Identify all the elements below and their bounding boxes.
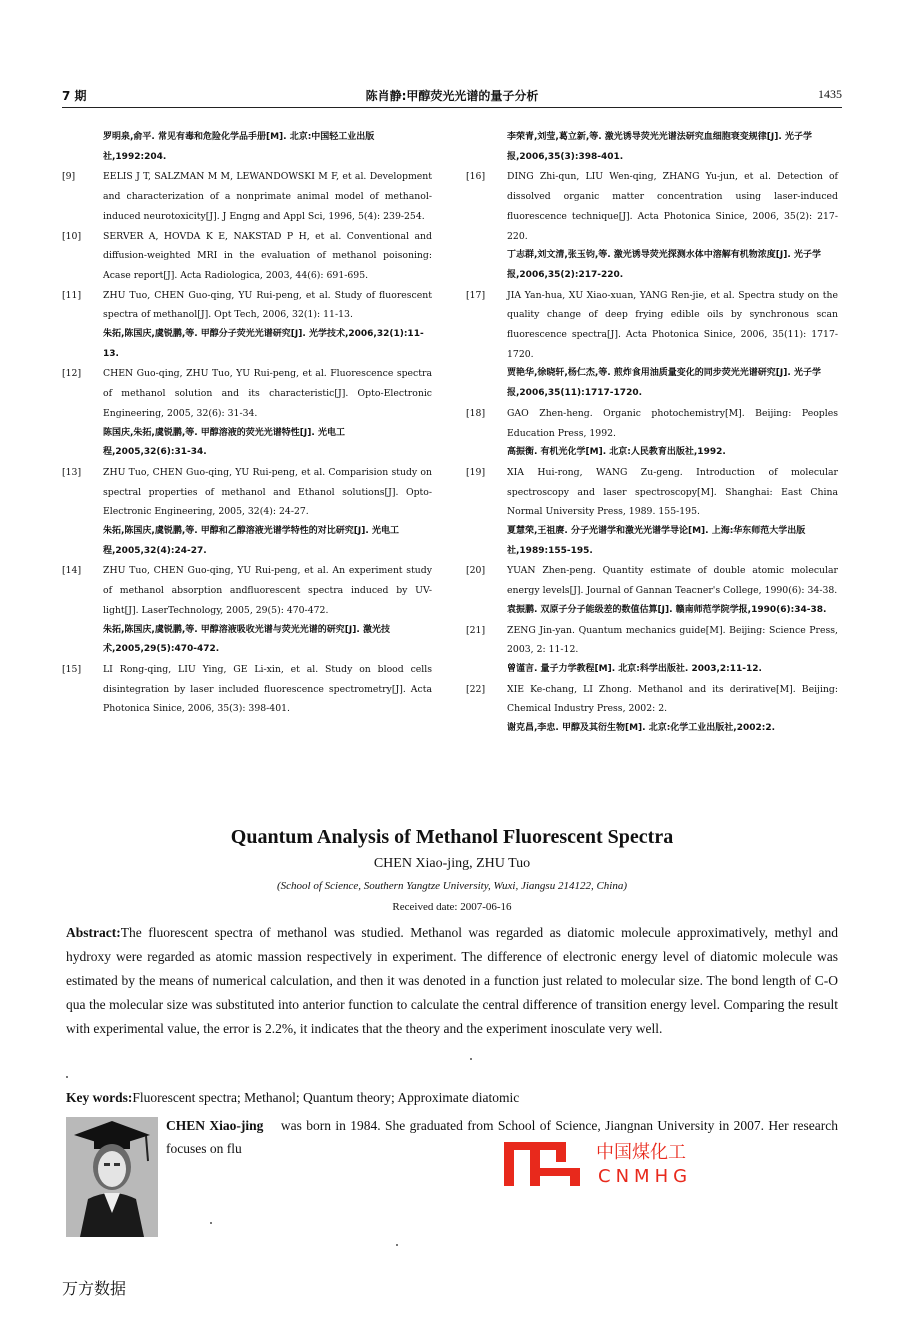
reference-text-english: LI Rong-qing, LIU Ying, GE Li-xin, et al. Study on blood cells disintegration by laser included fluorescence spectrometry[J]. Acta Photonica Sinice, 2006, 35(3): 398-401.: [103, 663, 432, 715]
reference-number: [19]: [466, 466, 486, 478]
reference-item: [62, 463, 432, 562]
reference-text-chinese: 谢克昌,李忠. 甲醇及其衍生物[M]. 北京:化学工业出版社,2002:2.: [507, 723, 776, 734]
logo-chinese-text: 中国煤化工: [596, 1142, 686, 1163]
reference-number: [18]: [466, 407, 486, 419]
reference-item: [466, 286, 838, 404]
reference-number: [13]: [62, 466, 82, 478]
reference-text-english: CHEN Guo-qing, ZHU Tuo, YU Rui-peng, et al. Fluorescence spectra of methanol solution and its characteristic[J]. Opto-Electronic Engineering, 2005, 32(6): 31-34.: [103, 368, 432, 419]
reference-item: [466, 167, 838, 285]
reference-number: [22]: [466, 683, 486, 695]
reference-text-chinese: 贾艳华,徐晓轩,杨仁杰,等. 煎炸食用油质量变化的同步荧光光谱研究[J]. 光子学报,2006,35(11):1717-1720.: [507, 368, 821, 399]
speck: [66, 1076, 68, 1078]
reference-text-english: XIE Ke-chang, LI Zhong. Methanol and its derirative[M]. Beijing: Chemical Industry Press, 2002: 2.: [507, 683, 838, 715]
bio-text: was born in 1984. She graduated from School of Science, Jiangnan University in 2007. Her research focuses on flu: [166, 1118, 838, 1156]
page-number: 1435: [818, 87, 842, 101]
reference-text-chinese: 罗明泉,俞平. 常见有毒和危险化学品手册[M]. 北京:中国轻工业出版社,1992:204.: [103, 132, 375, 162]
keywords-label: Key words:: [66, 1090, 133, 1105]
reference-number: [20]: [466, 565, 486, 577]
running-header: [62, 87, 842, 108]
reference-number: [14]: [62, 565, 82, 577]
reference-number: [9]: [62, 171, 76, 183]
reference-number: [16]: [466, 171, 486, 183]
paper-title: Quantum Analysis of Methanol Fluorescent Spectra: [230, 826, 674, 848]
reference-item: [466, 404, 838, 463]
footer-watermark: 万方数据: [62, 1279, 127, 1298]
reference-text-english: JIA Yan-hua, XU Xiao-xuan, YANG Ren-jie, et al. Spectra study on the quality change of deep frying edible oils by synchronous scan fluorescence spectra[J]. Acta Photonica Sinice, 2006, 35(11): 1717-1720.: [507, 289, 838, 360]
reference-text-english: ZHU Tuo, CHEN Guo-qing, YU Rui-peng, et al. An experiment study of methanol absorption andfluorescent spectra induced by UV-light[J]. LaserTechnology, 2005, 29(5): 470-472.: [103, 565, 432, 616]
reference-item: [466, 621, 838, 680]
reference-text-chinese: 袁振鹏. 双原子分子能级差的数值估算[J]. 赣南师范学院学报,1990(6):34-38.: [507, 604, 827, 615]
reference-number: [10]: [62, 230, 82, 242]
reference-item: [62, 167, 432, 226]
reference-item: [62, 227, 432, 286]
reference-item: [62, 286, 432, 365]
reference-item: [466, 463, 838, 562]
reference-text-english: ZHU Tuo, CHEN Guo-qing, YU Rui-peng, et al. Comparision study on spectral properties of methanol and Ethanol solutions[J]. Opto-Electronic Engineering, 2005, 32(4): 24-27.: [103, 466, 432, 518]
reference-text-chinese: 曾谨言. 量子力学教程[M]. 北京:科学出版社. 2003,2:11-12.: [507, 663, 762, 674]
reference-item: [466, 680, 838, 739]
reference-item: [62, 128, 432, 167]
references-left-column: [62, 128, 432, 719]
abstract-label: Abstract:: [66, 925, 121, 940]
reference-text-english: SERVER A, HOVDA K E, NAKSTAD P H, et al. Conventional and diffusion-weighted MRI in the evaluation of methanol poisoning: Acase report[J]. Acta Radiologica, 2003, 44(6): 691-695.: [103, 230, 432, 281]
reference-text-english: DING Zhi-qun, LIU Wen-qing, ZHANG Yu-jun, et al. Detection of dissolved organic matter concentration using laser-induced fluorescence technique[J]. Acta Photonica Sinice, 2006, 35(2): 217-220.: [507, 171, 838, 242]
reference-item: [62, 660, 432, 719]
abstract: [66, 921, 838, 1041]
paper-affiliation: (School of Science, Southern Yangtze University, Wuxi, Jiangsu 214122, China): [276, 880, 628, 892]
watermark-logo: [500, 1138, 710, 1188]
reference-number: [11]: [62, 289, 82, 301]
reference-text-chinese: 丁志群,刘文清,张玉钧,等. 激光诱导荧光探测水体中溶解有机物浓度[J]. 光子学报,2006,35(2):217-220.: [507, 250, 821, 280]
reference-number: [15]: [62, 663, 82, 675]
reference-text-english: ZENG Jin-yan. Quantum mechanics guide[M]. Beijing: Science Press, 2003, 2: 11-12.: [507, 624, 838, 656]
reference-text-chinese: 高振衡. 有机光化学[M]. 北京:人民教育出版社,1992.: [507, 447, 726, 458]
author-portrait-image: [66, 1117, 158, 1237]
reference-text-chinese: 陈国庆,朱拓,虞锐鹏,等. 甲醇溶液的荧光光谱特性[J]. 光电工程,2005,32(6):31-34.: [103, 427, 345, 458]
speck: [210, 1222, 212, 1224]
abstract-text: The fluorescent spectra of methanol was studied. Methanol was regarded as diatomic molecule approximatively, methyl and hydroxy were regarded as atomic massion respectively in experiment. The difference of electronic energy level of diatomic molecule was estimated by the means of numerical calculation, and then it was denoted in a function just related to molecular size. The bond length of C-O qua the molecular size was substituted into anterior function to calculate the central difference of transition energy level. Comparing the result with experimental value, the error is 2.2%, it indicates that the theory and the experiment inosculate very well.: [66, 925, 838, 1036]
reference-number: [21]: [466, 624, 486, 636]
paper-authors: CHEN Xiao-jing, ZHU Tuo: [373, 856, 531, 871]
references-right-column: [466, 128, 838, 739]
reference-text-chinese: 李荣青,刘莹,葛立新,等. 激光诱导荧光光谱法研究血细胞衰变规律[J]. 光子学报,2006,35(3):398-401.: [507, 132, 812, 162]
received-date: Received date: 2007-06-16: [392, 901, 512, 913]
logo-latin-text: CNMHG: [598, 1166, 693, 1187]
author-photo: [66, 1117, 158, 1237]
running-title: 陈肖静:甲醇荧光光谱的量子分析: [365, 89, 539, 103]
reference-item: [62, 364, 432, 463]
keywords-text: Fluorescent spectra; Methanol; Quantum theory; Approximate diatomic: [132, 1090, 520, 1105]
reference-text-english: XIA Hui-rong, WANG Zu-geng. Introduction of molecular spectroscopy and laser spectroscopy[M]. Shanghai: East China Normal University Press, 1989. 155-195.: [507, 466, 838, 518]
reference-text-chinese: 朱拓,陈国庆,虞锐鹏,等. 甲醇溶液吸收光谱与荧光光谱的研究[J]. 激光技术,2005,29(5):470-472.: [103, 624, 390, 655]
reference-item: [62, 561, 432, 660]
reference-text-english: ZHU Tuo, CHEN Guo-qing, YU Rui-peng, et al. Study of fluorescent spectra of methanol[J]. Opt Tech, 2006, 32(1): 11-13.: [103, 289, 432, 321]
reference-item: [466, 561, 838, 620]
reference-text-chinese: 朱拓,陈国庆,虞锐鹏,等. 甲醇和乙醇溶液光谱学特性的对比研究[J]. 光电工程,2005,32(4):24-27.: [103, 526, 399, 556]
reference-text-chinese: 朱拓,陈国庆,虞锐鹏,等. 甲醇分子荧光光谱研究[J]. 光学技术,2006,32(1):11-13.: [103, 329, 424, 359]
speck: [396, 1244, 398, 1246]
reference-item: [466, 128, 838, 167]
reference-text-english: GAO Zhen-heng. Organic photochemistry[M]. Beijing: Peoples Education Press, 1992.: [507, 407, 838, 439]
speck: [470, 1058, 472, 1060]
bio-name: CHEN Xiao-jing: [166, 1118, 264, 1133]
reference-text-english: YUAN Zhen-peng. Quantity estimate of double atomic molecular energy levels[J]. Journal of Gannan Teacner's College, 1990(6): 34-38.: [507, 565, 838, 597]
reference-number: [12]: [62, 368, 82, 380]
reference-text-chinese: 夏慧荣,王祖赓. 分子光谱学和激光光谱学导论[M]. 上海:华东师范大学出版社,1989:155-195.: [507, 526, 806, 556]
reference-text-english: EELIS J T, SALZMAN M M, LEWANDOWSKI M F, et al. Development and characterization of a nonprimate animal model of methanol-induced neurotoxicity[J]. J Engng and Appl Sci, 1996, 5(4): 239-254.: [103, 171, 432, 222]
keywords: [66, 1090, 838, 1106]
issue-label: 7 期: [62, 89, 87, 103]
reference-number: [17]: [466, 289, 486, 301]
cnmhg-logo-icon: [500, 1138, 710, 1188]
